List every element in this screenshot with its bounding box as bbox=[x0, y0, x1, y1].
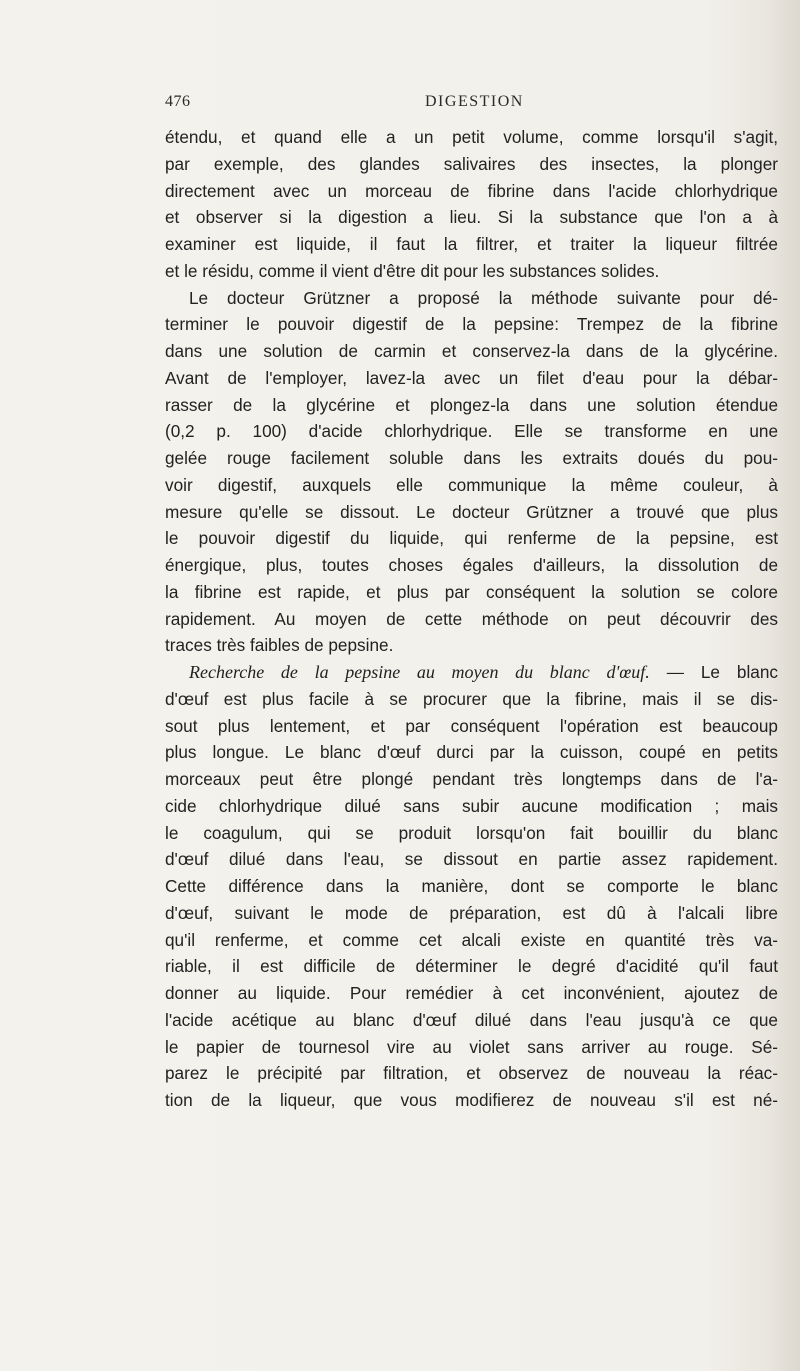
text-line: plus longue. Le blanc d'œuf durci par la cuisson, coupé en petits bbox=[165, 742, 778, 763]
text-line: terminer le pouvoir digestif de la pepsine: Trempez de la fibrine bbox=[165, 314, 778, 335]
text-line: directement avec un morceau de fibrine dans l'acide chlorhydrique bbox=[165, 180, 778, 201]
text-line: rasser de la glycérine et plongez-la dans une solution étendue bbox=[165, 394, 778, 415]
text-line: Cette différence dans la manière, dont se comporte le blanc bbox=[165, 876, 778, 896]
text-line: Avant de l'employer, lavez-la avec un filet d'eau pour la débar- bbox=[165, 367, 778, 388]
paragraph-start: Le docteur Grützner a proposé la méthode suivante pour dé- bbox=[189, 287, 778, 308]
text-line: le pouvoir digestif du liquide, qui renferme de la pepsine, est bbox=[165, 528, 778, 549]
heading-continuation: — Le blanc bbox=[666, 662, 779, 682]
text-line: tion de la liqueur, que vous modifierez de nouveau s'il est né- bbox=[165, 1090, 778, 1110]
section-heading-line bbox=[165, 659, 778, 686]
text-line: et observer si la digestion a lieu. Si la substance que l'on a à bbox=[165, 207, 778, 228]
text-line: traces très faibles de pepsine. bbox=[165, 635, 394, 656]
text-line: énergique, plus, toutes choses égales d'ailleurs, la dissolution de bbox=[165, 555, 778, 575]
text-line: qu'il renferme, et comme cet alcali existe en quantité très va- bbox=[165, 929, 778, 950]
text-line: donner au liquide. Pour remédier à cet inconvénient, ajoutez de bbox=[165, 983, 778, 1003]
text-line: gelée rouge facilement soluble dans les extraits doués du pou- bbox=[165, 448, 778, 468]
text-line: par exemple, des glandes salivaires des insectes, la plonger bbox=[165, 153, 778, 174]
section-heading: Recherche de la pepsine au moyen du blanc d'œuf. bbox=[189, 662, 650, 682]
text-line: voir digestif, auxquels elle communique la même couleur, à bbox=[165, 474, 778, 495]
text-line: le papier de tournesol vire au violet sans arriver au rouge. Sé- bbox=[165, 1036, 778, 1057]
text-line: parez le précipité par filtration, et observez de nouveau la réac- bbox=[165, 1063, 778, 1084]
text-line: sout plus lentement, et par conséquent l'opération est beaucoup bbox=[165, 715, 778, 736]
text-line: cide chlorhydrique dilué sans subir aucune modification ; mais bbox=[165, 795, 778, 816]
text-line: d'œuf dilué dans l'eau, se dissout en partie assez rapidement. bbox=[165, 849, 778, 870]
text-line: examiner est liquide, il faut la filtrer, et traiter la liqueur filtrée bbox=[165, 234, 778, 254]
text-line: d'œuf est plus facile à se procurer que la fibrine, mais il se dis- bbox=[165, 688, 778, 709]
running-title: DIGESTION bbox=[425, 93, 524, 110]
text-line: riable, il est difficile de déterminer le degré d'acidité qu'il faut bbox=[165, 956, 778, 977]
text-line: le coagulum, qui se produit lorsqu'on fait bouillir du blanc bbox=[165, 822, 778, 843]
text-line: l'acide acétique au blanc d'œuf dilué dans l'eau jusqu'à ce que bbox=[165, 1009, 778, 1030]
page-number: 476 bbox=[165, 93, 191, 110]
body-text bbox=[165, 124, 778, 1114]
text-line: rapidement. Au moyen de cette méthode on peut découvrir des bbox=[165, 608, 778, 629]
text-line: dans une solution de carmin et conservez-la dans de la glycérine. bbox=[165, 341, 778, 361]
page-header bbox=[165, 93, 780, 117]
text-line: mesure qu'elle se dissout. Le docteur Grützner a trouvé que plus bbox=[165, 501, 778, 522]
text-line: d'œuf, suivant le mode de préparation, est dû à l'alcali libre bbox=[165, 902, 778, 923]
text-line: morceaux peut être plongé pendant très longtemps dans de l'a- bbox=[165, 769, 778, 789]
text-line: (0,2 p. 100) d'acide chlorhydrique. Elle se transforme en une bbox=[165, 421, 778, 442]
text-line: la fibrine est rapide, et plus par conséquent la solution se colore bbox=[165, 581, 778, 602]
text-line: et le résidu, comme il vient d'être dit pour les substances solides. bbox=[165, 260, 660, 281]
text-line: étendu, et quand elle a un petit volume, comme lorsqu'il s'agit, bbox=[165, 127, 778, 147]
